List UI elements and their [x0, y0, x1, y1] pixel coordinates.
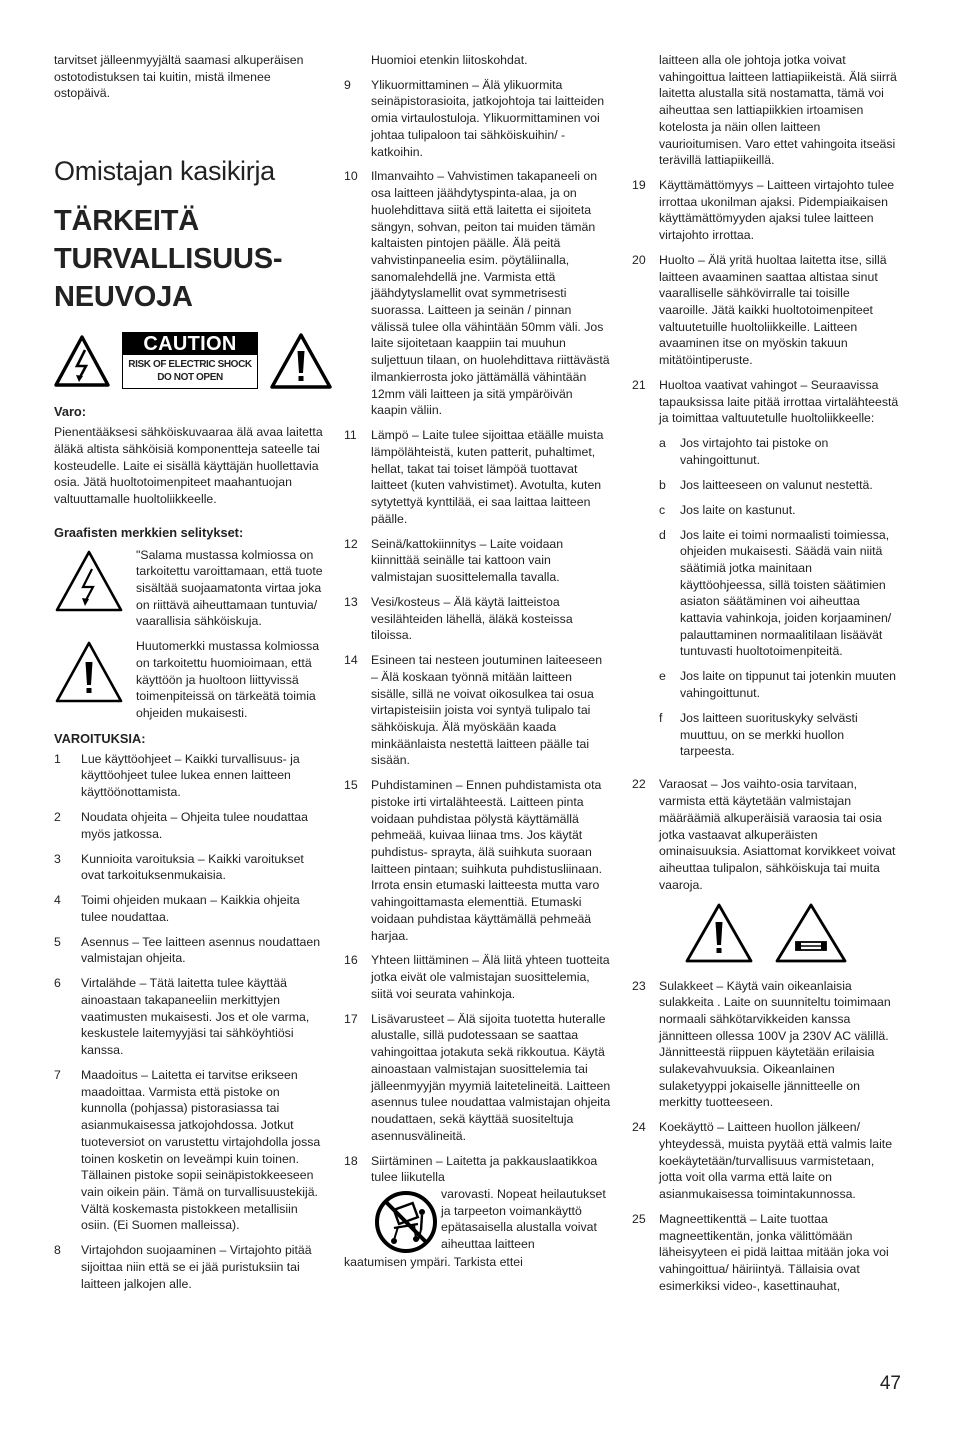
caution-label — [122, 332, 258, 389]
exclamation-triangle-icon — [54, 640, 124, 704]
caution-subtext — [123, 355, 257, 388]
sub-item: f Jos laitteen suorituskyky selvästi muuttuu, on se merkki huollon tarpeesta. — [659, 710, 858, 759]
list-item: 17 Lisävarusteet – Älä sijoita tuotetta huteralle alustalle, sillä pudotessaan se saattaa vahingoittaa jotakuta sekä rikkoutua. Käytä ainoastaan valmistajan suosittelemia tai jälleenmyyjän myymiä laitetelineitä. Laitteen asennus tulee noudattaa valmistajan ohjeita noudattaen, sekä käyttää suositeltuja asennusvälineitä. — [344, 1011, 611, 1143]
warnings-list-2 — [344, 77, 611, 1271]
column-left — [54, 52, 326, 1301]
lightning-warning-icon — [54, 335, 110, 387]
symbol-exclamation-text: Huutomerkki mustassa kolmiossa on tarkoitettu huomioimaan, että käyttöön ja huoltoon liittyvissä toimenpiteissä on tärkeätä toimia ohjeiden mukaisesti. — [136, 639, 320, 720]
caution-line2: DO NOT OPEN — [157, 372, 223, 384]
fuse-triangle-icon — [774, 902, 848, 964]
warnings-heading: VAROITUKSIA: — [54, 730, 146, 746]
list-item: 2 Noudata ohjeita – Ohjeita tulee noudattaa myös jatkossa. — [54, 809, 308, 841]
symbols-heading: Graafisten merkkien selitykset: — [54, 524, 244, 540]
caution-line1: RISK OF ELECTRIC SHOCK — [128, 359, 252, 371]
symbol-lightning-text: "Salama mustassa kolmiossa on tarkoitettu varoittamaan, että tuote sisältää suojaamatonta virtaa joka on riittävä aiheuttamaan tuntuvia/ vaarallisia sähköiskuja. — [136, 547, 323, 629]
caution-banner — [54, 332, 326, 389]
warnings-list — [54, 751, 326, 1293]
item21-text: Huoltoa vaativat vahingot – Seuraavissa tapauksissa laite pitää irrottaa virtalähteestä ja toimittaa valtuutetulle huoltoliikkeelle: — [659, 378, 899, 426]
intro-text: tarvitset jälleenmyyjältä saamasi alkuperäisen ostotodistuksen tai kuitin, mistä ilmenee ostopäivä. — [54, 53, 304, 101]
list-item: 23 Sulakkeet – Käytä vain oikeanlaisia sulakkeita . Laite on suunniteltu toimimaan normaali sähkötarvikkeiden kanssa jännitteen ollessa 100V ja 230V AC välillä. Jännitteestä riippuen käytetään erilaisia sulakevahvuuksia. Oikeanlainen sulaketyyppi jokaiselle jännitteelle on merkitty tuotteeseen. — [632, 978, 891, 1110]
continued-text: Huomioi etenkin liitoskohdat. — [371, 53, 528, 67]
item18-lead: Siirtäminen – Laitetta ja pakkauslaatikkoa tulee liikutella — [371, 1153, 598, 1185]
list-item: 7 Maadoitus – Laitetta ei tarvitse erikseen maadoittaa. Varmista että pistoke on kunnolla (pohjassa) pistorasiassa tai asianmukaisessa jatkojohdossa. Jotkut tuoteversiot on varustettu virtajohdolla jossa toinen kosketin on leveämpi kuin toinen. Tällainen pistoke sopii seinäpistokkeeseen vain oikein päin. Tämä on turvallisuustekijä. Vältä koskemasta pistokkeen metallisiin osiin. (Ei Suomen malleissa). — [54, 1068, 321, 1233]
list-item: 25 Magneettikenttä – Laite tuottaa magneettikentän, jonka välittömään läheisyyteen ei pidä laittaa mitään joka voi vahingoittua/ häiriintyä. Tällaisia ovat esimerkiksi video-, kasettinauhat, — [632, 1212, 889, 1293]
list-item: 19 Käyttämättömyys – Laitteen virtajohto tulee irrottaa ukonilman ajaksi. Pidempiaikaisen käyttämättömyyden ajaksi tulee laitteen virtajohto irrottaa. — [632, 177, 895, 243]
item18-side-text: varovasti. Nopeat heilautukset ja tarpeeton voimankäyttö epätasaisella alustalla voivat aiheuttaa laitteen — [441, 1186, 606, 1252]
list-item-18: 18 Siirtäminen – Laitetta ja pakkauslaatikkoa tulee liikutella varovasti. Nopeat heilautukset ja tarpeeton voimankäyttö epätasaisella alustalla voivat aiheuttaa laitteen kaatumisen ympäri. Tarkista ettei — [344, 1153, 611, 1271]
list-item: 22 Varaosat – Jos vaihto-osia tarvitaan, varmista että käytetään valmistajan määräämiä alkuperäisiä varaosia tai osia jotka vastaavat alkuperäisten ominaisuuksia. Asiattomat korvikkeet voivat aiheuttaa tulipalon, sähköiskuja tai muita vaaroja. — [632, 777, 896, 892]
list-item: 24 Koekäyttö – Laitteen huollon jälkeen/ yhteydessä, muista pyytää että valmis laite koekäytetään/turvallisuus varmistetaan, jotta voit olla varma että laite on asianmukaisessa toimintakunnossa. — [632, 1120, 893, 1202]
column-middle — [344, 52, 611, 1279]
list-item: 16 Yhteen liittäminen – Älä liitä yhteen tuotteita jotka eivät ole valmistajan suosittelemia, siitä voi seurata vahinkoja. — [344, 953, 610, 1001]
sub-item: a Jos virtajohto tai pistoke on vahingoittunut. — [659, 436, 829, 467]
list-item: 6 Virtalähde – Tätä laitetta tulee käyttää ainoastaan takapaneeliin merkittyjen vaatimusten mukaisesti. Jos et ole varma, keskustele laitemyyjäsi tai sähköyhtiösi kanssa. — [54, 976, 310, 1058]
list-item: 9 Ylikuormittaminen – Älä ylikuormita seinäpistorasioita, jatkojohtoja tai laitteiden omia virtaulostuloja. Ylikuormittaminen voi johtaa tulipaloon tai sähköiskuihin/ -katkoihin. — [344, 77, 605, 159]
item18-tail: kaatumisen ympäri. Tarkista ettei — [344, 1254, 523, 1269]
sub-item: c Jos laite on kastunut. — [659, 502, 796, 517]
safety-heading — [54, 202, 326, 316]
safety-heading-line2: TURVALLISUUS- — [54, 243, 283, 276]
sub-list — [659, 435, 900, 760]
safety-heading-line1: TÄRKEITÄ — [54, 205, 200, 238]
lightning-triangle-icon — [54, 549, 124, 613]
varo-text: Pienentääksesi sähköiskuvaaraa älä avaa laitetta äläkä altista sähköisiä komponentteja sateelle tai kosteudelle. Laite ei sisällä käyttäjän huollettavia osia. Jätä huoltotoimenpiteet maahantuojan valtuuttamalle huoltoliikkeelle. — [54, 425, 323, 506]
list-item: 1 Lue käyttöohjeet – Kaikki turvallisuus- ja käyttöohjeet tulee lukea ennen laitteen käyttöönottamista. — [54, 751, 300, 800]
safety-heading-line3: NEUVOJA — [54, 281, 193, 314]
sub-item: d Jos laite ei toimi normaalisti toimiessa, ohjeiden mukaisesti. Säädä vain niitä säätimiä jotka mainitaan käyttöohjeessa, sillä toisten säätimien asiaton säätäminen voi aiheuttaa kattavia vahinkoja, joiden korjaaminen/ palauttaminen normaalitilaan lisäävät tuntuvasti huoltotoimenpiteitä. — [659, 527, 892, 659]
list-item: 15 Puhdistaminen – Ennen puhdistamista ota pistoke irti virtalähteestä. Laitteen pinta voidaan puhdistaa pölystä käyttämällä pehmeää, kuivaa liinaa tms. Jos käytät puhdistus- sprayta, älä suihkuta suoraan laitteen pintaan; suihkuta puhdistusliinaan. Irrota ensin etumaski laitteesta mutta varo vahingoittamasta elementtiä. Etumaski voidaan puhdistaa käyttämällä pehmeää harjaa. — [344, 778, 603, 943]
list-item: 8 Virtajohdon suojaaminen – Virtajohto pitää sijoittaa niin että se ei jää puristuksiin tai laitteen jalkojen alle. — [54, 1243, 312, 1291]
caution-word: CAUTION — [123, 333, 257, 355]
page-number: 47 — [879, 1373, 901, 1394]
cart-tipover-warning-icon — [371, 1190, 441, 1254]
warnings-list-4 — [632, 978, 900, 1295]
list-item: 4 Toimi ohjeiden mukaan – Kaikkia ohjeita tulee noudattaa. — [54, 893, 300, 924]
sub-item: e Jos laite on tippunut tai jotenkin muuten vahingoittunut. — [659, 669, 897, 701]
fuse-warning-icons — [632, 902, 900, 964]
list-item: 10 Ilmanvaihto – Vahvistimen takapaneeli on osa laitteen jäähdytyspinta-alaa, ja on huolehdittava siitä että laitetta ei sijoiteta sängyn, sohvan, peiton tai muiden tämän kaltaisten pintojen päälle. Älä peitä vahvistinpaneelia esim. pöytäliinalla, sanomalehdellä jne. Varmista että jäähdytyslamellit ovat symmetrisesti suorassa. Laitteen ja seinän / pinnan välissä tulee olla vähintään 50mm väli. Jos laite sijoitetaan kaappiin tai muuhun suljettuun tilaan, on huolehdittava riittävästä ilmankierrosta joko jättämällä vähintään 12mm väli laitteen ja sitä ympäröivän kaapin väliin. — [344, 169, 610, 418]
continued-text-3: laitteen alla ole johtoja jotka voivat vahingoittua laitteen lattiapiikeistä. Älä siirrä laitetta alustalla sitä nostamatta, tämä voi aiheuttaa sen lattiapiikkien irtoamisen kotelosta ja näin ollen laitteen vaurioitumisen. Varo ettet vahingoita itseäsi terävillä lattiapiikeillä. — [659, 53, 897, 168]
list-item: 3 Kunnioita varoituksia – Kaikki varoitukset ovat tarkoituksenmukaisia. — [54, 851, 304, 883]
varo-heading: Varo: — [54, 404, 87, 420]
symbol-exclamation-row — [54, 638, 326, 722]
list-item-21: 21 Huoltoa vaativat vahingot – Seuraavissa tapauksissa laite pitää irrottaa virtalähteestä ja toimittaa valtuutetulle huoltoliikkeelle: a Jos virtajohto tai pistoke on vahingoittunut. b Jos laitteeseen on valunut nestettä. c Jos laite on kastunut. d Jos laite ei toimi normaalisti toimiessa, ohjeiden mukaisesti. Säädä vain niitä säätimiä jotka mainitaan käyttöohjeessa, sillä toisten säätimien asiaton säätäminen voi aiheuttaa kattavia vahinkoja, joiden korjaaminen/ palauttaminen normaalitilaan lisäävät tuntuvasti huoltotoimenpiteitä. e Jos laite on tippunut tai jotenkin muuten vahingoittunut. f Jos laitteen suorituskyky selvästi muuttuu, on se merkki huollon tarpeesta. — [632, 378, 899, 759]
list-item: 13 Vesi/kosteus – Älä käytä laitteistoa vesilähteiden lähellä, äläkä kosteissa tiloissa. — [344, 594, 573, 643]
list-item: 12 Seinä/kattokiinnitys – Laite voidaan kiinnittää seinälle tai kattoon vain valmistajan suosittelemalla tavalla. — [344, 536, 564, 584]
exclamation-triangle-icon-small — [684, 902, 754, 964]
list-item: 5 Asennus – Tee laitteen asennus noudattaen valmistajan ohjeita. — [54, 934, 321, 966]
column-right — [632, 52, 900, 1303]
list-item: 14 Esineen tai nesteen joutuminen laiteeseen – Älä koskaan työnnä mitään laitteen sisälle, sillä ne voivat oikosulkea tai osua virtapisteisiin joista voi syntyä tulipalo tai sähköiskuja. Älä myöskään kaada minkäänlaista nestettä laitteen päälle tai sisään. — [344, 653, 603, 768]
list-item: 20 Huolto – Älä yritä huoltaa laitetta itse, sillä laitteen avaaminen saattaa altistaa sinut vaaralliselle sähkövirralle tai toisille vaaroille. Jätä kaikki huoltotoimenpiteet valtuutetuille huoltoliikkeille. Laitteen avaaminen itse on myöskin takuun mitätöintiperuste. — [632, 252, 887, 368]
manual-title: Omistajan kasikirja — [54, 156, 275, 187]
list-item: 11 Lämpö – Laite tulee sijoittaa etäälle muista lämpölähteistä, kuten patterit, puhaltimet, hellat, takat tai toiset lämpöä tuottavat laitteet (kuten vahvistimet). Avotulta, kuten sytytettyä kynttilää, ei saa laittaa laitteen päälle. — [344, 428, 604, 526]
sub-item: b Jos laitteeseen on valunut nestettä. — [659, 477, 873, 492]
symbol-lightning-row — [54, 547, 326, 631]
exclamation-warning-icon — [270, 333, 332, 389]
warnings-list-3 — [632, 177, 900, 893]
